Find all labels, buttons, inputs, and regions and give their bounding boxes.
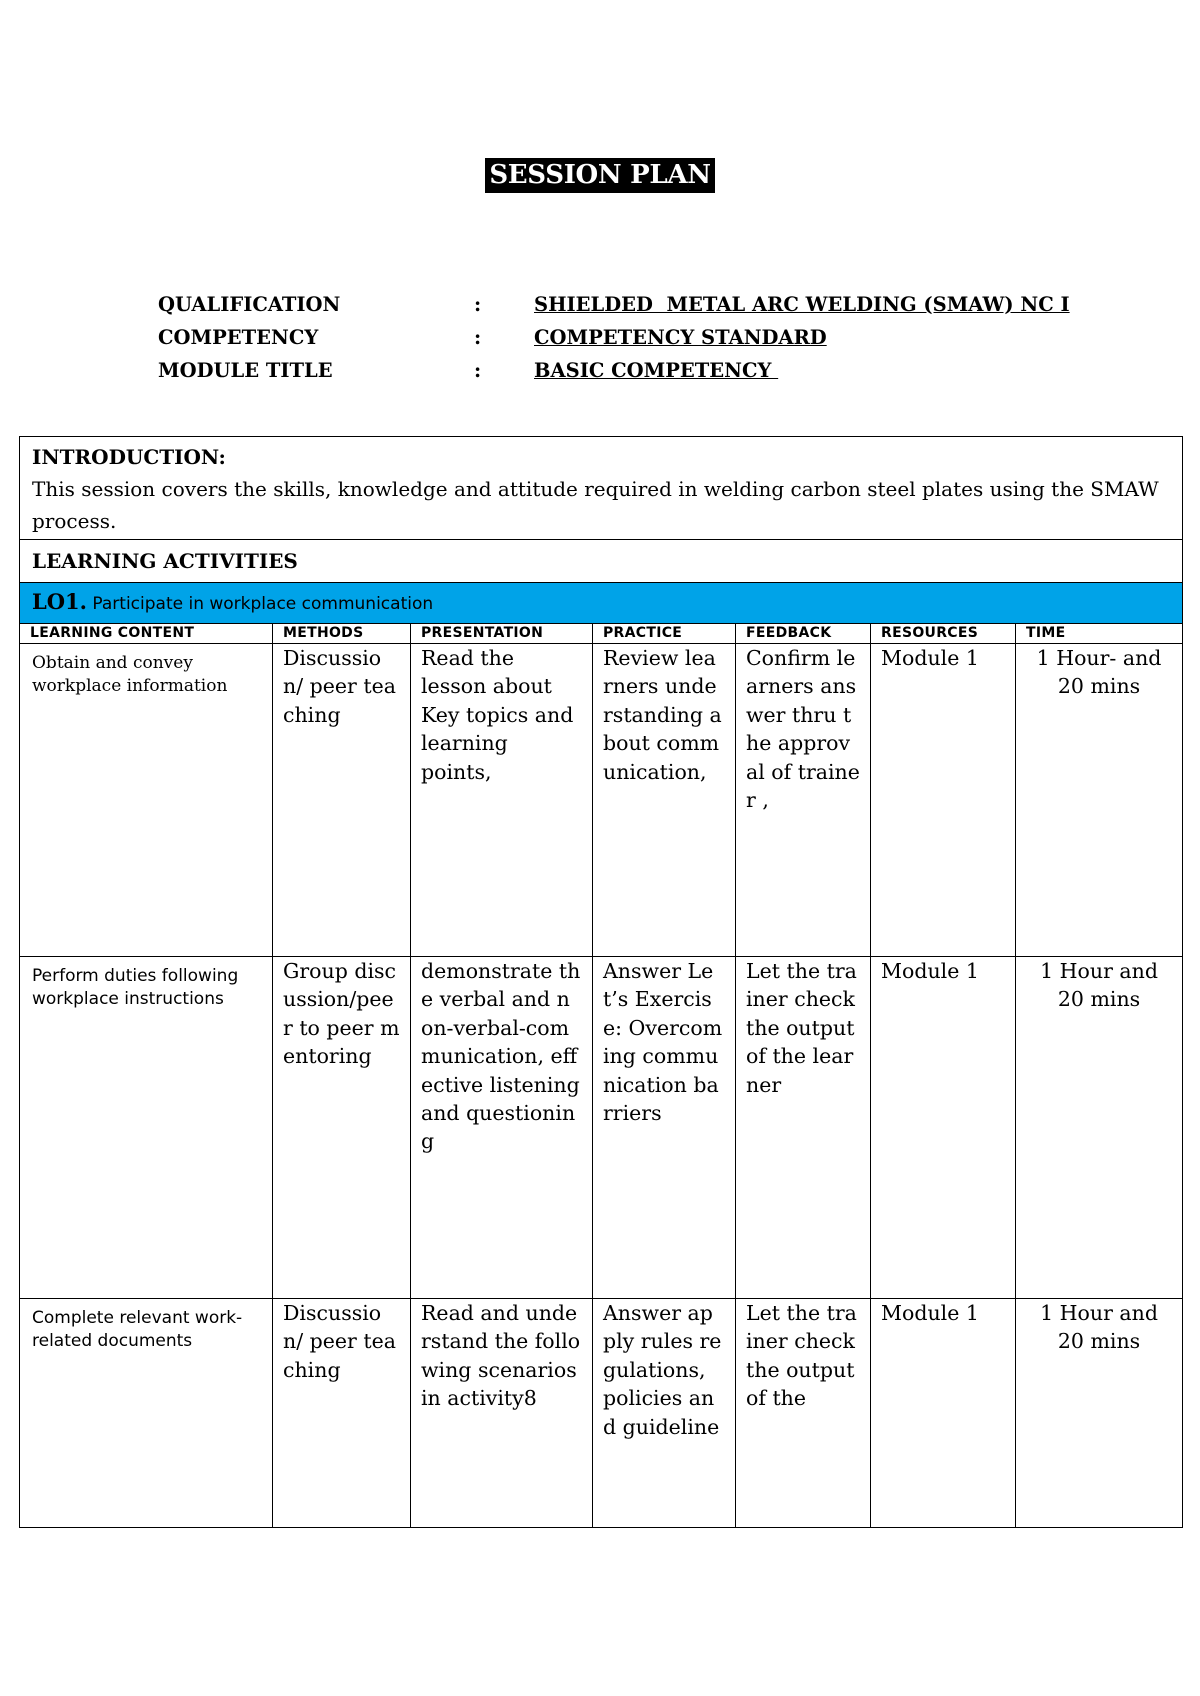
learning-content-cell: Obtain and convey workplace information <box>20 644 273 957</box>
time-cell: 1 Hour and 20 mins <box>1016 1299 1183 1528</box>
resources-cell: Module 1 <box>871 644 1016 957</box>
meta-colon: : <box>474 359 482 382</box>
column-header-row <box>20 624 1183 644</box>
lo-banner <box>20 583 1183 624</box>
presentation-cell: Read the lesson about Key topics and learning points, <box>411 644 593 957</box>
meta-module-title <box>158 354 1070 387</box>
document-title: SESSION PLAN <box>485 158 714 193</box>
meta-value: COMPETENCY STANDARD <box>534 326 827 349</box>
feedback-cell: Let the trainer check the output of the learner <box>736 957 871 1299</box>
introduction-heading: INTRODUCTION: <box>32 445 226 469</box>
table-row <box>20 1299 1183 1528</box>
resources-cell: Module 1 <box>871 1299 1016 1528</box>
time-cell: 1 Hour and 20 mins <box>1016 957 1183 1299</box>
introduction-text: This session covers the skills, knowledge and attitude required in welding carbon steel plates using the SMAW process. <box>32 477 1159 533</box>
learning-activities-row <box>20 540 1183 583</box>
meta-colon: : <box>474 326 482 349</box>
header-presentation: PRESENTATION <box>411 624 593 644</box>
meta-block <box>158 288 1070 387</box>
meta-value: BASIC COMPETENCY <box>534 359 779 382</box>
meta-value: SHIELDED METAL ARC WELDING (SMAW) NC I <box>534 293 1070 316</box>
introduction-cell <box>20 437 1183 540</box>
lo-code: LO1. <box>32 589 87 614</box>
methods-cell: Discussion/ peer teaching <box>273 1299 411 1528</box>
header-feedback: FEEDBACK <box>736 624 871 644</box>
practice-cell: Answer Let’s Exercise: Overcoming communication barriers <box>593 957 736 1299</box>
feedback-cell: Let the trainer check the output of the <box>736 1299 871 1528</box>
meta-qualification <box>158 288 1070 321</box>
learning-content-cell: Perform duties following workplace instructions <box>20 957 273 1299</box>
lo-row <box>20 583 1183 624</box>
introduction-row <box>20 437 1183 540</box>
learning-content-cell: Complete relevant work-related documents <box>20 1299 273 1528</box>
session-plan-table <box>19 436 1183 1528</box>
methods-cell: Discussion/ peer teaching <box>273 644 411 957</box>
header-methods: METHODS <box>273 624 411 644</box>
header-time: TIME <box>1016 624 1183 644</box>
meta-label: COMPETENCY <box>158 326 319 349</box>
meta-label: MODULE TITLE <box>158 359 333 382</box>
meta-competency <box>158 321 1070 354</box>
time-cell: 1 Hour- and 20 mins <box>1016 644 1183 957</box>
presentation-cell: demonstrate the verbal and non-verbal-communication, effective listening and questioning <box>411 957 593 1299</box>
practice-cell: Review learners understanding about communication, <box>593 644 736 957</box>
learning-activities-heading: LEARNING ACTIVITIES <box>20 540 1183 583</box>
presentation-cell: Read and understand the following scenarios in activity8 <box>411 1299 593 1528</box>
table-row <box>20 957 1183 1299</box>
meta-colon: : <box>474 293 482 316</box>
header-resources: RESOURCES <box>871 624 1016 644</box>
lo-text: Participate in workplace communication <box>86 594 434 614</box>
practice-cell: Answer apply rules regulations, policies and guideline <box>593 1299 736 1528</box>
feedback-cell: Confirm learners answer thru the approval of trainer , <box>736 644 871 957</box>
header-learning-content: LEARNING CONTENT <box>20 624 273 644</box>
meta-label: QUALIFICATION <box>158 293 341 316</box>
resources-cell: Module 1 <box>871 957 1016 1299</box>
header-practice: PRACTICE <box>593 624 736 644</box>
methods-cell: Group discussion/peer to peer mentoring <box>273 957 411 1299</box>
table-row <box>20 644 1183 957</box>
